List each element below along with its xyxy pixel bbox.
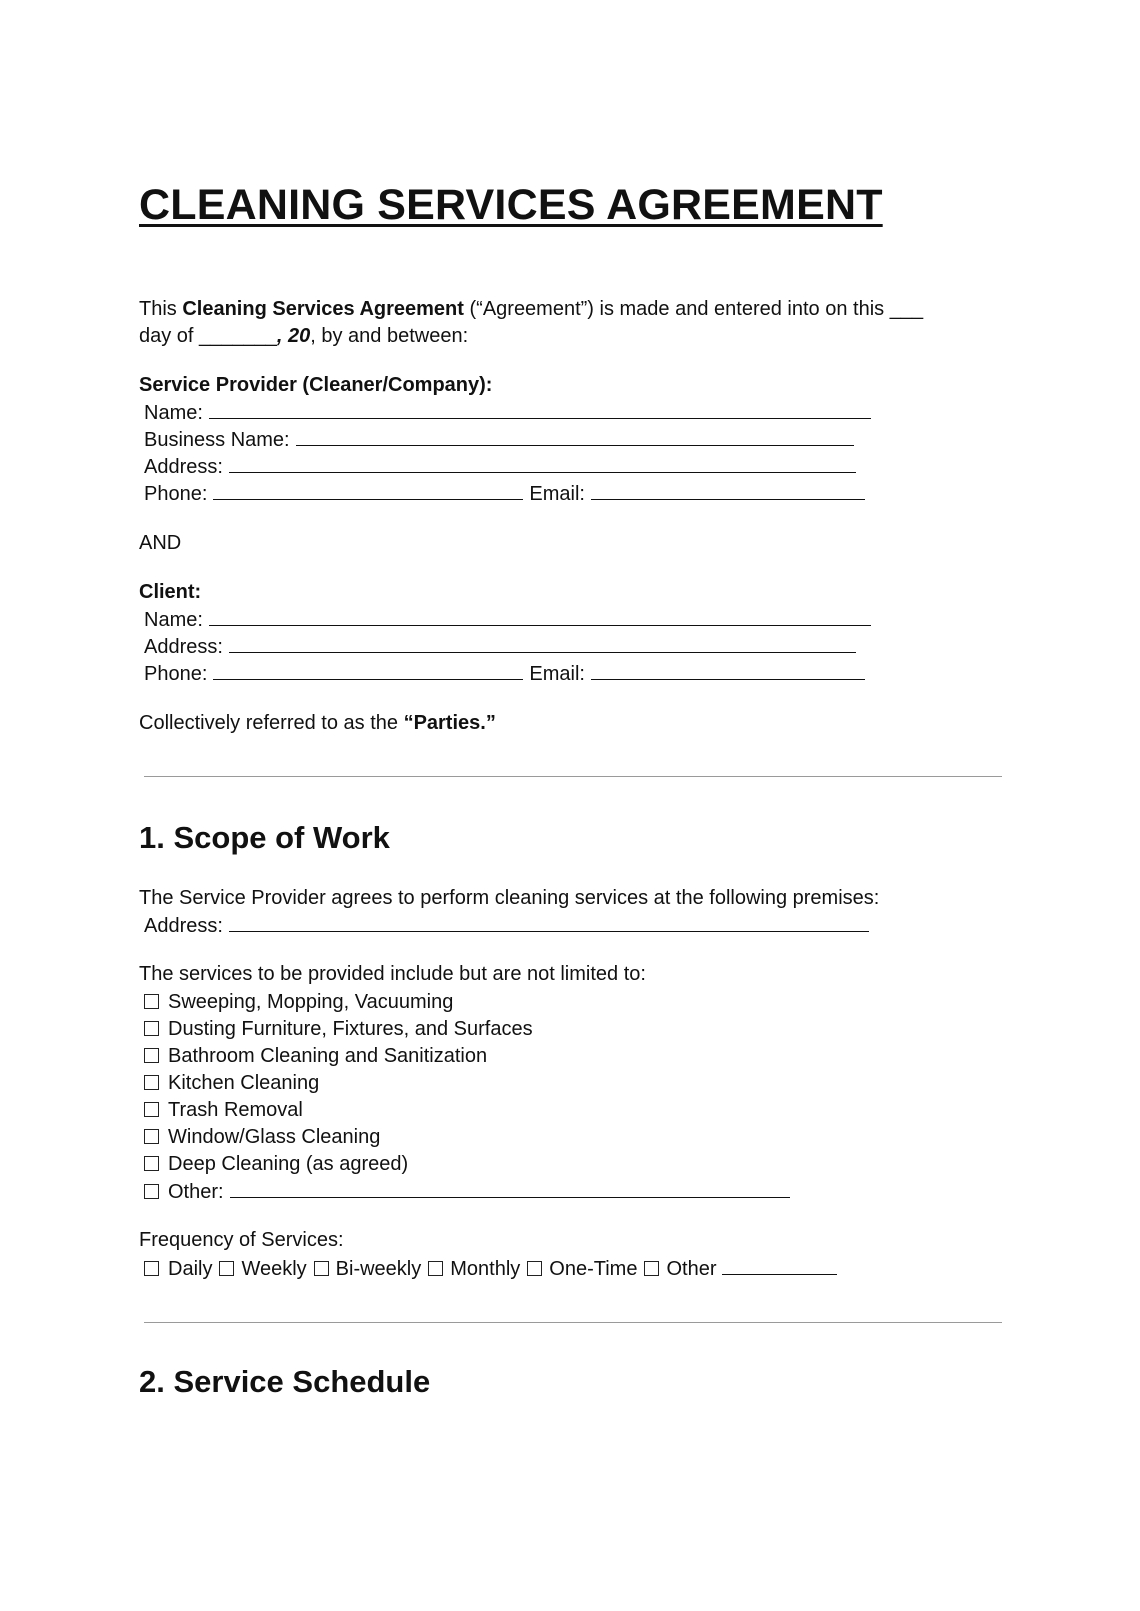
client-contact-row bbox=[144, 659, 865, 688]
section-divider bbox=[144, 1322, 1002, 1323]
client-address-field[interactable] bbox=[229, 632, 856, 653]
service-label: Other: bbox=[168, 1181, 224, 1203]
checkbox[interactable] bbox=[144, 1156, 159, 1171]
provider-phone-field[interactable] bbox=[213, 479, 523, 500]
document-title: CLEANING SERVICES AGREEMENT bbox=[139, 181, 883, 229]
frequency-options bbox=[144, 1254, 837, 1283]
and-separator: AND bbox=[139, 532, 182, 554]
provider-business-field[interactable] bbox=[296, 425, 854, 446]
frequency-label: Frequency of Services: bbox=[139, 1229, 344, 1251]
intro-line-1 bbox=[139, 295, 923, 323]
service-label: Bathroom Cleaning and Sanitization bbox=[168, 1045, 488, 1067]
provider-name-row bbox=[144, 398, 871, 427]
intro-line-2 bbox=[139, 322, 468, 350]
service-label: Dusting Furniture, Fixtures, and Surfaces bbox=[168, 1018, 533, 1040]
checkbox[interactable] bbox=[144, 1075, 159, 1090]
client-address-label: Address: bbox=[144, 636, 223, 658]
checkbox[interactable] bbox=[644, 1261, 659, 1276]
checkbox[interactable] bbox=[144, 994, 159, 1009]
service-label: Window/Glass Cleaning bbox=[168, 1126, 381, 1148]
other-service-field[interactable] bbox=[230, 1177, 790, 1198]
parties-line bbox=[139, 709, 496, 737]
frequency-option: Other bbox=[666, 1258, 717, 1280]
frequency-option: One-Time bbox=[549, 1258, 638, 1280]
client-name-field[interactable] bbox=[209, 605, 871, 626]
parties-term: “Parties.” bbox=[403, 712, 496, 734]
other-frequency-field[interactable] bbox=[722, 1254, 837, 1275]
frequency-option: Weekly bbox=[241, 1258, 307, 1280]
section-divider bbox=[144, 776, 1002, 777]
provider-name-field[interactable] bbox=[209, 398, 871, 419]
provider-email-field[interactable] bbox=[591, 479, 865, 500]
checkbox[interactable] bbox=[527, 1261, 542, 1276]
provider-address-label: Address: bbox=[144, 456, 223, 478]
provider-name-label: Name: bbox=[144, 402, 203, 424]
provider-address-field[interactable] bbox=[229, 452, 856, 473]
service-item[interactable] bbox=[144, 1123, 380, 1151]
provider-contact-row bbox=[144, 479, 865, 508]
provider-heading: Service Provider (Cleaner/Company): bbox=[139, 374, 493, 396]
provider-business-row bbox=[144, 425, 854, 454]
checkbox[interactable] bbox=[144, 1129, 159, 1144]
service-label: Kitchen Cleaning bbox=[168, 1072, 320, 1094]
client-name-row bbox=[144, 605, 871, 634]
client-phone-field[interactable] bbox=[213, 659, 523, 680]
checkbox[interactable] bbox=[219, 1261, 234, 1276]
service-item[interactable] bbox=[144, 988, 453, 1016]
intro-text: , by and between: bbox=[310, 325, 469, 347]
service-item[interactable] bbox=[144, 1069, 319, 1097]
service-label: Trash Removal bbox=[168, 1099, 303, 1121]
agreement-name: Cleaning Services Agreement bbox=[182, 298, 464, 320]
service-item[interactable] bbox=[144, 1042, 487, 1070]
checkbox[interactable] bbox=[144, 1048, 159, 1063]
section-2-heading: 2. Service Schedule bbox=[139, 1364, 431, 1399]
checkbox[interactable] bbox=[428, 1261, 443, 1276]
parties-text: Collectively referred to as the bbox=[139, 712, 404, 734]
client-email-field[interactable] bbox=[591, 659, 865, 680]
client-heading: Client: bbox=[139, 581, 202, 603]
service-label: Deep Cleaning (as agreed) bbox=[168, 1153, 409, 1175]
premises-text: The Service Provider agrees to perform cleaning services at the following premises: bbox=[139, 887, 880, 909]
service-item[interactable] bbox=[144, 1096, 303, 1124]
premises-address-row bbox=[144, 911, 869, 940]
intro-text: (“Agreement”) is made and entered into on this ___ bbox=[463, 298, 924, 320]
service-item[interactable] bbox=[144, 1150, 408, 1178]
frequency-option: Monthly bbox=[450, 1258, 521, 1280]
service-item-other[interactable] bbox=[144, 1177, 790, 1206]
checkbox[interactable] bbox=[144, 1184, 159, 1199]
service-label: Sweeping, Mopping, Vacuuming bbox=[168, 991, 454, 1013]
client-phone-label: Phone: bbox=[144, 663, 208, 685]
section-1-heading: 1. Scope of Work bbox=[139, 820, 390, 855]
intro-text: day of _______ bbox=[139, 325, 277, 347]
provider-email-label: Email: bbox=[529, 483, 585, 505]
client-address-row bbox=[144, 632, 856, 661]
checkbox[interactable] bbox=[144, 1261, 159, 1276]
services-intro: The services to be provided include but are not limited to: bbox=[139, 963, 646, 985]
provider-address-row bbox=[144, 452, 856, 481]
checkbox[interactable] bbox=[144, 1102, 159, 1117]
client-email-label: Email: bbox=[529, 663, 585, 685]
client-name-label: Name: bbox=[144, 609, 203, 631]
frequency-option: Daily bbox=[168, 1258, 213, 1280]
year-prefix: , 20 bbox=[276, 325, 311, 347]
premises-address-label: Address: bbox=[144, 915, 223, 937]
checkbox[interactable] bbox=[144, 1021, 159, 1036]
frequency-option: Bi-weekly bbox=[335, 1258, 422, 1280]
provider-business-label: Business Name: bbox=[144, 429, 290, 451]
intro-text: This bbox=[139, 298, 183, 320]
provider-phone-label: Phone: bbox=[144, 483, 208, 505]
premises-address-field[interactable] bbox=[229, 911, 869, 932]
service-item[interactable] bbox=[144, 1015, 533, 1043]
checkbox[interactable] bbox=[314, 1261, 329, 1276]
